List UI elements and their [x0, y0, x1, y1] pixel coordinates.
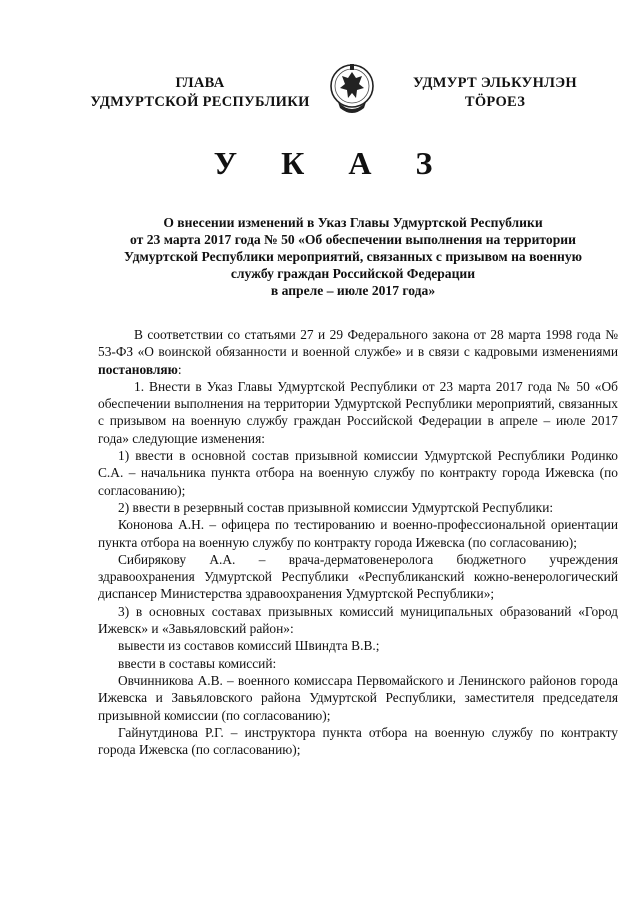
- paragraph-gaynutdinov: Гайнутдинова Р.Г. – инструктора пункта отбора на военную службу по контракту города Ижевска (по согласованию);: [98, 724, 618, 758]
- paragraph-item-1: 1) ввести в основной состав призывной комиссии Удмуртской Республики Родинко С.А. – начальника пункта отбора на военную службу по контракту города Ижевска (по согласованию);: [98, 448, 618, 498]
- title-line-3: Удмуртской Республики мероприятий, связанных с призывом на военную: [123, 249, 583, 264]
- paragraph-item-2: 2) ввести в резервный состав призывной комиссии Удмуртской Республики:: [118, 499, 554, 515]
- paragraph-kononov: Кононова А.Н. – офицера по тестированию и военно-профессиональной ориентации пункта отбора на военную службу по контракту города Ижевска (по согласованию);: [98, 517, 618, 550]
- intro-text: В соответствии со статьями 27 и 29 Федерального закона от 28 марта 1998 года № 53-ФЗ «О воинской обязанности и военной службе» и в связи с кадровыми изменениями: [98, 327, 618, 360]
- intro-decree-word: постановляю: [98, 361, 178, 377]
- udmurt-coat-of-arms-icon: [326, 62, 378, 120]
- paragraph-ovchinnikov: Овчинникова А.В. – военного комиссара Первомайского и Ленинского районов города Ижевска и Завьяловского района Удмуртской Республики, заместителя председателя призывной комиссии (по согласованию);: [98, 672, 618, 723]
- paragraph-sibiryakova: Сибирякову А.А. – врача-дерматовенеролога бюджетного учреждения здравоохранения Удмуртской Республики «Республиканский кожно-венерологический диспансер Министерства здравоохранения Удмуртской Республики»;: [98, 551, 618, 602]
- intro-colon: :: [177, 361, 182, 377]
- paragraph-intro: [98, 326, 618, 378]
- paragraph-1: 1. Внести в Указ Главы Удмуртской Республики от 23 марта 2017 года № 50 «Об обеспечении выполнения на территории Удмуртской Республики мероприятий, связанных с призывом на военную службу граждан Российской Федерации в апреле – июле 2017 года» следующие изменения:: [98, 378, 618, 446]
- title-line-5: в апреле – июле 2017 года»: [270, 283, 436, 298]
- title-line-4: службу граждан Российской Федерации: [230, 266, 476, 281]
- document-title: [88, 214, 618, 299]
- header-right: [400, 74, 590, 112]
- header-right-line-1: УДМУРТ ЭЛЬКУНЛЭН: [413, 75, 577, 91]
- title-line-1: О внесении изменений в Указ Главы Удмуртской Республики: [163, 215, 543, 230]
- document-type-heading: У К А З: [213, 145, 451, 181]
- title-line-2: от 23 марта 2017 года № 50 «Об обеспечении выполнения на территории: [130, 232, 576, 247]
- header-right-line-2: ТӦРОЕЗ: [464, 94, 526, 110]
- document-body: [98, 326, 618, 758]
- header-left-line-2: УДМУРТСКОЙ РЕСПУБЛИКИ: [90, 94, 310, 110]
- header-left: [70, 74, 330, 112]
- paragraph-item-3: 3) в основных составах призывных комиссий муниципальных образований «Город Ижевск» и «Завьяловский район»:: [98, 603, 618, 637]
- paragraph-remove: вывести из составов комиссий Швиндта В.В.;: [118, 638, 380, 654]
- paragraph-add: ввести в составы комиссий:: [118, 655, 277, 671]
- header-left-line-1: ГЛАВА: [175, 75, 225, 91]
